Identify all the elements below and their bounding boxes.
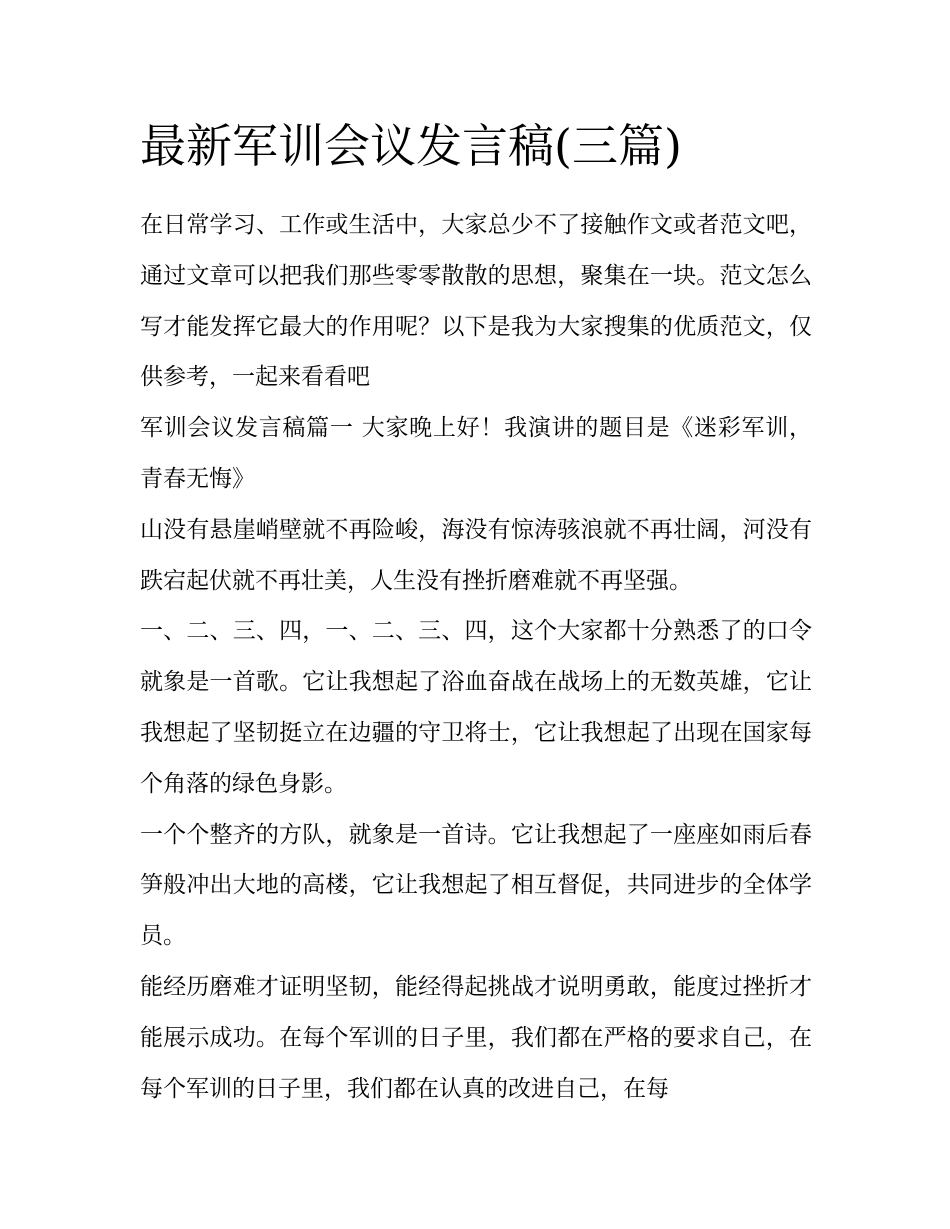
document-body	[140, 200, 812, 1114]
paragraph-formation: 一个个整齐的方队，就象是一首诗。它让我想起了一座座如雨后春笋般冲出大地的高楼，它让我想起了相互督促，共同进步的全体学员。	[140, 821, 812, 950]
paragraph-speech-heading: 军训会议发言稿篇一 大家晚上好！我演讲的题目是《迷彩军训，青春无悔》	[140, 415, 812, 492]
paragraph-intro: 在日常学习、工作或生活中，大家总少不了接触作文或者范文吧，通过文章可以把我们那些零零散散的思想，聚集在一块。范文怎么写才能发挥它最大的作用呢？以下是我为大家搜集的优质范文，仅供参考，一起来看看吧	[140, 212, 812, 391]
paragraph-mountain: 山没有悬崖峭壁就不再险峻，海没有惊涛骇浪就不再壮阔，河没有跌宕起伏就不再壮美，人生没有挫折磨难就不再坚强。	[140, 516, 812, 594]
paragraph-hardship: 能经历磨难才证明坚韧，能经得起挑战才说明勇敢，能度过挫折才能展示成功。在每个军训的日子里，我们都在严格的要求自己，在每个军训的日子里，我们都在认真的改进自己，在每	[140, 973, 812, 1102]
paragraph-command: 一、二、三、四，一、二、三、四，这个大家都十分熟悉了的口令就象是一首歌。它让我想起了浴血奋战在战场上的无数英雄，它让我想起了坚韧挺立在边疆的守卫将士，它让我想起了出现在国家每个角落的绿色身影。	[140, 618, 812, 797]
document-title: 最新军训会议发言稿(三篇)	[140, 119, 682, 173]
